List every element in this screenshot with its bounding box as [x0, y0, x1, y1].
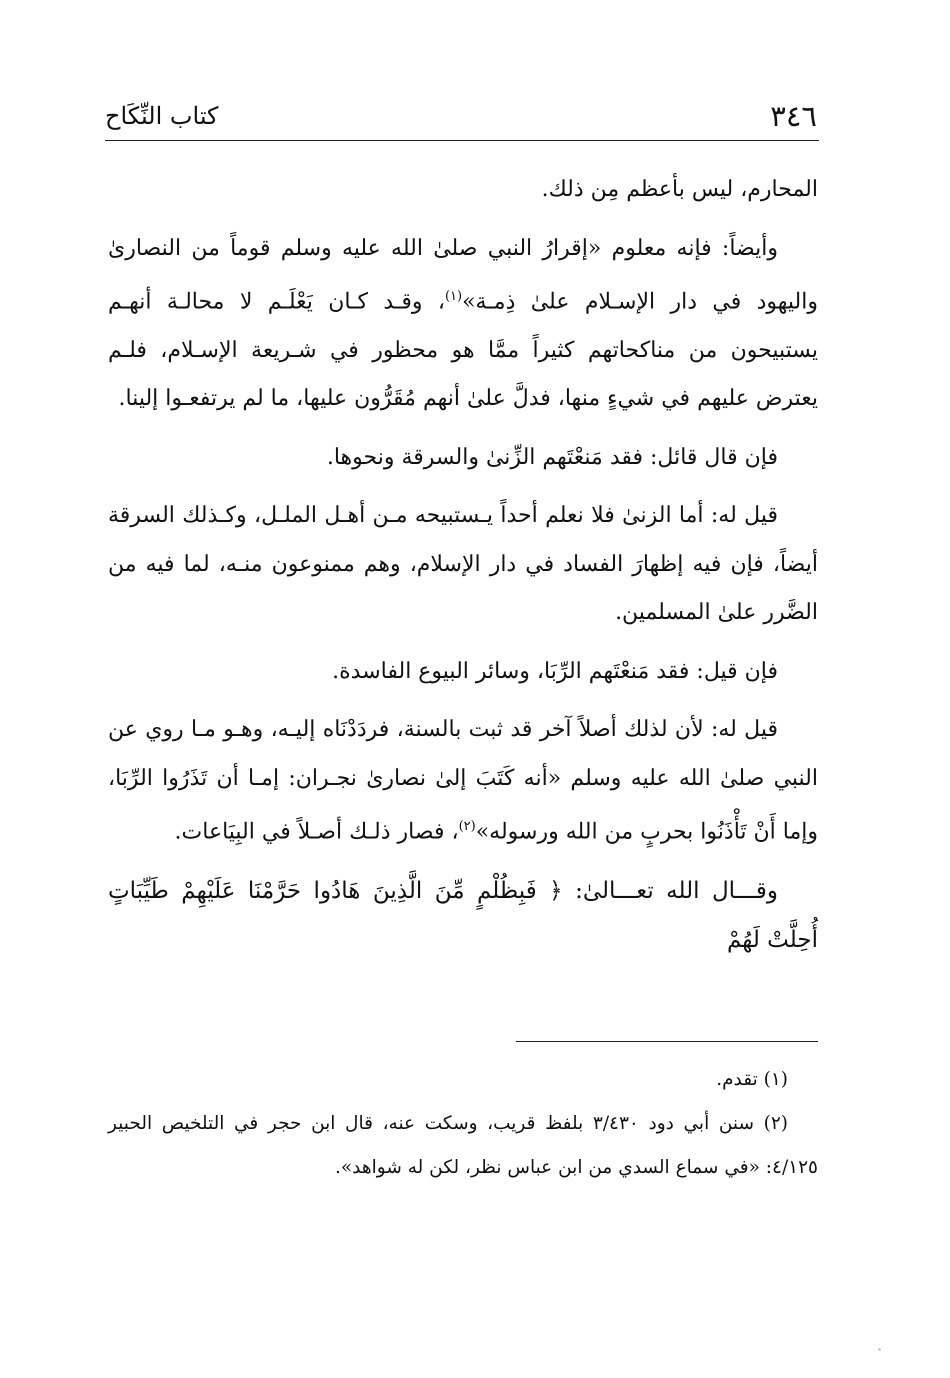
footnote: (٢) سنن أبي دود ٣/٤٣٠ بلفظ قريب، وسكت عنه، قال ابن حجر في التلخيص الحبير ٤/١٢٥: «في سماع السدي من ابن عباس نظر، لكن له شواهد». [108, 1113, 818, 1178]
paragraph [108, 706, 818, 857]
paragraph-text: ، وقـد كـان يَعْلَـم لا محالـة أنهـم يستبيحون من مناكحاتهم كثيراً ممَّا هو محظور في شـريعة الإسـلام، فلـم يعترض عليهم في شيءٍ منها، فدلَّ علىٰ أنهم مُقَرُّون عليها، ما لم يرتفعـوا إلينا. [108, 289, 818, 412]
paragraph-text: قيل له: لأن لذلك أصلاً آخر قد ثبت بالسنة، فردَدْنَاه إليـه، وهـو مـا روي عن النبي صلىٰ الله عليه وسلم «أنه كَتَبَ إلىٰ نصارىٰ نجـران: إمـا أن تَذَرُوا الرِّبَا، وإما أَنْ تَأْذَنُوا بحربٍ من الله ورسوله» [108, 717, 819, 845]
running-title: كتاب النِّكَاح [105, 102, 219, 130]
header-divider [105, 140, 819, 141]
paragraph: فإن قال قائل: فقد مَنعْتَهم الزِّنىٰ والسرقة ونحوها. [326, 444, 778, 470]
footnote-divider [516, 1041, 818, 1042]
scan-speck [878, 1348, 881, 1351]
footnote-ref: (٢) [458, 819, 476, 835]
paragraph [108, 225, 818, 424]
page-header [105, 98, 817, 134]
footnotes [108, 1058, 818, 1190]
footnote-ref: (١) [444, 289, 463, 304]
paragraph: فإن قيل: فقد مَنعْتَهم الرِّبَا، وسائر البيوع الفاسدة. [332, 658, 778, 684]
paragraph-text: وأيضاً: فإنه معلوم «إقرارُ النبي صلىٰ الله عليه وسلم قوماً من النصارىٰ واليهود في دار الإسـلام علىٰ ذِمـة» [108, 235, 818, 315]
quran-verse: وقـــال الله تعـــالىٰ: ﴿ فَبِظُلْمٍ مِّنَ الَّذِينَ هَادُوا حَرَّمْنَا عَلَيْهِمْ طَيِّبَاتٍ أُحِلَّتْ لَهُمْ [108, 878, 818, 953]
page-number: ٣٤٦ [770, 99, 817, 133]
footnote: (١) تقدم. [716, 1069, 788, 1090]
paragraph-text: ، فصار ذلـك أصـلاً في البِيَاعات. [174, 819, 459, 845]
paragraph: قيل له: أما الزنىٰ فلا نعلم أحداً يـستبيحه مـن أهـل الملـل، وكـذلك السرقة أيضاً، فإن فيه إظهارَ الفساد في دار الإسلام، وهم ممنوعون منـه، لما فيه من الضَّرر علىٰ المسلمين. [108, 503, 818, 626]
paragraph: المحارم، ليس بأعظم مِن ذلك. [541, 177, 818, 202]
main-text [108, 166, 818, 974]
